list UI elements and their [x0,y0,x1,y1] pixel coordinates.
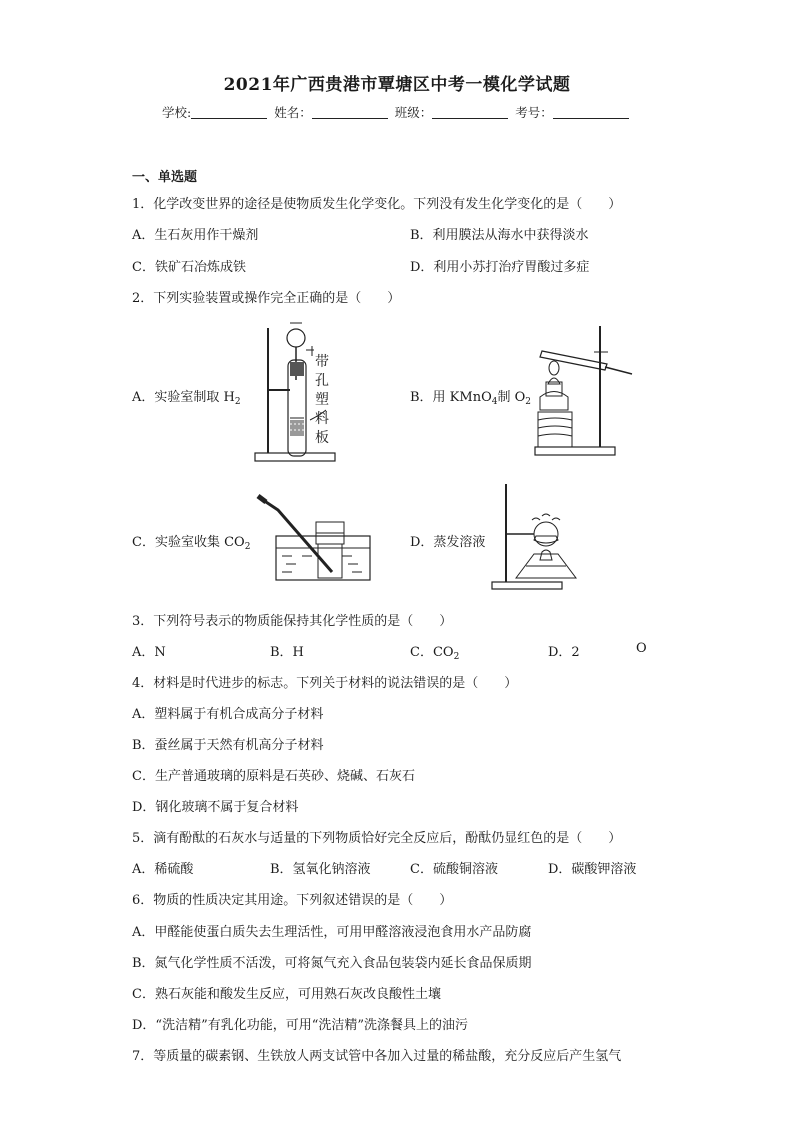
perforated-plate-label: 带孔塑料板 [315,354,329,446]
q4-option-c[interactable]: C．生产普通玻璃的原料是石英砂、烧碱、石灰石 [132,769,415,784]
q4-option-a[interactable]: A．塑料属于有机合成高分子材料 [132,707,324,722]
q3-option-a[interactable]: A．N [132,645,166,660]
school-label: 学校: [162,105,192,120]
q1-option-d[interactable]: D．利用小苏打治疗胃酸过多症 [410,260,590,275]
q2-option-b[interactable]: B．用 KMnO$_4$制 $O_2$ [410,390,532,407]
q2-option-c[interactable]: C．实验室收集 $CO_2$ [132,535,251,552]
q4-option-b[interactable]: B．蚕丝属于天然有机高分子材料 [132,738,324,753]
q1-option-a[interactable]: A．生石灰用作干燥剂 [132,228,259,243]
student-info-line [162,103,632,121]
apparatus-d-figure [486,482,596,592]
q1-option-c[interactable]: C．铁矿石冶炼成铁 [132,260,246,275]
q3-option-c[interactable]: C．$CO_2$ [410,645,460,662]
q5-option-d[interactable]: D．碳酸钾溶液 [548,862,637,877]
q6-option-d[interactable]: D．“洗洁精”有乳化功能，可用“洗洁精”洗涤餐具上的油污 [132,1018,469,1033]
q2-option-a[interactable]: A．实验室制取 $H_2$ [132,390,241,407]
q3-stem: 3．下列符号表示的物质能保持其化学性质的是（ ） [132,614,453,629]
q3-option-d[interactable]: D．2 [548,645,580,660]
q4-stem: 4．材料是时代进步的标志。下列关于材料的说法错误的是（ ） [132,676,518,691]
q2-stem: 2．下列实验装置或操作完全正确的是（ ） [132,291,401,306]
q3-option-b[interactable]: B．H [270,645,304,660]
q2-option-d[interactable]: D．蒸发溶液 [410,535,486,550]
apparatus-c-figure [252,492,382,584]
q5-stem: 5．滴有酚酞的石灰水与适量的下列物质恰好完全反应后，酚酞仍显红色的是（ ） [132,831,622,846]
q6-stem: 6．物质的性质决定其用途。下列叙述错误的是（ ） [132,893,453,908]
exam-no-label: 考号： [515,105,553,120]
q6-option-a[interactable]: A．甲醛能使蛋白质失去生理活性，可用甲醛溶液浸泡食用水产品防腐 [132,925,532,940]
section-heading: 一、单选题 [132,170,198,185]
q5-option-b[interactable]: B．氢氧化钠溶液 [270,862,371,877]
name-blank[interactable] [312,105,388,119]
q5-option-a[interactable]: A．稀硫酸 [132,862,194,877]
q6-option-c[interactable]: C．熟石灰能和酸发生反应，可用熟石灰改良酸性土壤 [132,987,441,1002]
q3-option-d-tail: O [636,641,647,656]
class-label: 班级： [394,105,433,120]
q6-option-b[interactable]: B．氮气化学性质不活泼，可将氮气充入食品包装袋内延长食品保质期 [132,956,532,971]
school-blank[interactable] [191,105,267,119]
q1-stem: 1．化学改变世界的途径是使物质发生化学变化。下列没有发生化学变化的是（ ） [132,197,622,212]
apparatus-b-figure [520,322,650,462]
page-title: 2021年广西贵港市覃塘区中考一模化学试题 [223,75,571,95]
q1-option-b[interactable]: B．利用膜法从海水中获得淡水 [410,228,589,243]
q7-stem: 7．等质量的碳素钢、生铁放人两支试管中各加入过量的稀盐酸，充分反应后产生氢气 [132,1049,622,1064]
exam-no-blank[interactable] [553,105,629,119]
q4-option-d[interactable]: D．钢化玻璃不属于复合材料 [132,800,299,815]
name-label: 姓名： [274,105,312,120]
apparatus-a-figure [250,320,350,465]
q5-option-c[interactable]: C．硫酸铜溶液 [410,862,498,877]
class-blank[interactable] [432,105,508,119]
